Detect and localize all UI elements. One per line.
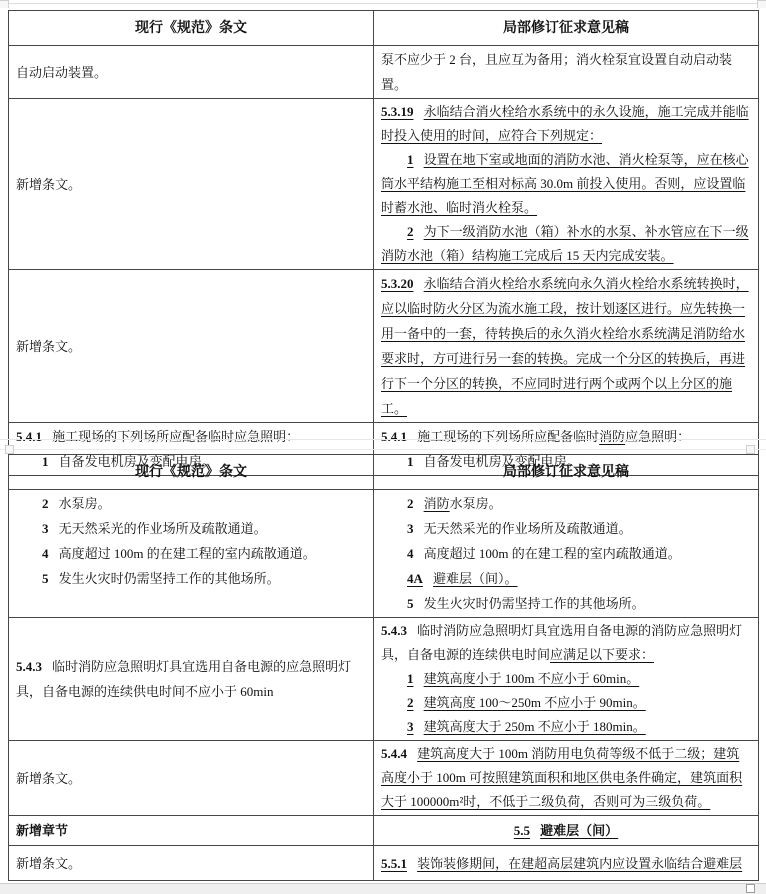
clause-item <box>16 566 366 591</box>
item-text: 高度超过 100m 的在建工程的室内疏散通道。 <box>58 546 316 561</box>
cell-revised-clause <box>374 270 759 423</box>
clause-item <box>381 516 751 541</box>
clause-item <box>381 591 751 616</box>
page-corner-mark-left <box>0 0 9 8</box>
column-header-current: 现行《规范》条文 <box>9 11 374 46</box>
cell-current-clause <box>9 846 374 881</box>
clause-text: 应急照明： <box>625 429 691 444</box>
clause-text: 泵不应少于 2 台，且应互为备用；消火栓泵宜设置自动启动装置。 <box>381 52 733 92</box>
item-number: 2 <box>42 496 49 511</box>
clause-item <box>16 541 366 566</box>
clause-text: 临时消防应急照明灯具宜选用自备电源的消防应急照明灯具，自备电源的连续供电时间 <box>381 623 743 662</box>
cell-revised-clause <box>374 741 759 816</box>
cell-current-clause <box>9 270 374 423</box>
chapter-heading-5-5 <box>381 818 751 843</box>
column-header-revision: 局部修订征求意见稿 <box>374 11 759 46</box>
clause-item <box>381 715 751 739</box>
table-row <box>9 741 759 816</box>
item-number: 2 <box>407 224 414 239</box>
chapter-title: 避难层（间） <box>540 823 619 838</box>
item-number: 4 <box>407 546 414 561</box>
item-number: 4 <box>42 546 49 561</box>
item-number: 1 <box>407 152 414 167</box>
item-text: 避难层（间）。 <box>433 571 518 586</box>
clause-item <box>16 516 366 541</box>
inserted-text: 应满足以下要求： <box>550 647 655 662</box>
item-text: 无天然采光的作业场所及疏散通道。 <box>58 521 267 536</box>
inserted-text: 消防 <box>423 496 450 511</box>
item-text: 设置在地下室或地面的消防水池、消火栓泵等，应在核心筒水平结构施工至相对标高 30.0m 前投入使用。否则，应设置临时蓄水池、临时消火栓泵。 <box>381 152 749 215</box>
clause-text: 永临结合消火栓给水系统向永久消火栓给水系统转换时，应以临时防火分区为流水施工段，按计划逐区进行。应先转换一用一备中的一套，待转换后的永久消火栓给水系统满足消防给水要求时，方可进行另一套的转换。完成一个分区的转换后，再进行下一个分区的转换，不应同时进行两个或两个以上分区的施工。 <box>381 276 749 416</box>
new-clause-label: 新增条文。 <box>16 176 82 192</box>
item-text: 无天然采光的作业场所及疏散通道。 <box>423 521 632 536</box>
clause-text: 永临结合消火栓给水系统中的永久设施，施工完成并能临时投入使用的时间，应符合下列规定： <box>381 104 749 143</box>
cell-revised-clause <box>374 618 759 741</box>
page-boundary-line-top <box>0 3 766 4</box>
table-row <box>9 490 759 618</box>
item-text: 自备发电机房及变配电房。 <box>423 454 580 469</box>
clause-number: 5.3.19 <box>381 104 414 119</box>
clause-text: 施工现场的下列场所应配备临时应急照明： <box>52 429 300 444</box>
clause-number: 5.4.3 <box>16 659 42 674</box>
item-text: 水泵房。 <box>58 496 111 511</box>
cell-current-clause <box>9 816 374 846</box>
item-number: 1 <box>42 454 49 469</box>
cell-current-clause <box>9 490 374 618</box>
item-number: 3 <box>407 521 414 536</box>
clause-number: 5.4.1 <box>381 429 407 444</box>
page-bottom-strip <box>0 883 766 894</box>
new-chapter-label: 新增章节 <box>16 823 69 838</box>
clause-item <box>381 220 751 268</box>
item-text: 建筑高度大于 250m 不应小于 180min。 <box>423 719 646 734</box>
inserted-text: 消防 <box>599 429 626 444</box>
item-number: 5 <box>42 571 49 586</box>
cell-current-clause <box>9 741 374 816</box>
cell-current-clause <box>9 46 374 99</box>
clause-text: 装饰装修期间，在建超高层建筑内应设置永临结合避难层 <box>417 855 743 871</box>
clause-text: 建筑高度大于 100m 消防用电负荷等级不低于二级；建筑高度小于 100m 可按照建筑面积和地区供电条件确定，建筑面积大于 100000m²时，不低于二级负荷，否则可为三级负荷。 <box>381 746 743 809</box>
clause-text: 自动启动装置。 <box>16 64 108 80</box>
comparison-table-2 <box>8 454 759 881</box>
cell-revised-clause <box>374 46 759 99</box>
clause-text: 施工现场的下列场所应配备临时 <box>417 429 600 444</box>
clause-item <box>381 667 751 691</box>
cell-revised-clause <box>374 490 759 618</box>
item-text: 水泵房。 <box>449 496 502 511</box>
clause-5-3-19 <box>381 100 751 148</box>
clause-5-5-1 <box>381 851 751 876</box>
clause-item <box>381 691 751 715</box>
item-text: 为下一级消防水池（箱）补水的水泵、补水管应在下一级消防水池（箱）结构施工完成后 15 天内完成安装。 <box>381 224 749 263</box>
table-gap-mark-right <box>746 445 755 454</box>
item-text: 自备发电机房及变配电房。 <box>58 454 215 469</box>
clause-5-4-1 <box>16 424 366 449</box>
table-gap-mark-left <box>5 445 14 454</box>
table-gap-line <box>0 439 766 440</box>
item-number: 1 <box>407 454 414 469</box>
clause-5-4-1 <box>381 424 751 449</box>
new-clause-label: 新增条文。 <box>16 855 82 871</box>
clause-text: 临时消防应急照明灯具宜选用自备电源的应急照明灯具，自备电源的连续供电时间不应小于 60min <box>16 659 352 699</box>
comparison-table-1 <box>8 10 759 476</box>
page-corner-mark-right <box>757 0 766 8</box>
new-clause-label: 新增条文。 <box>16 770 82 786</box>
clause-item <box>381 541 751 566</box>
column-header-current: 现行《规范》条文 <box>9 455 374 490</box>
clause-item-4a <box>381 566 751 591</box>
clause-5-4-3 <box>16 654 366 704</box>
item-number: 3 <box>407 719 414 734</box>
item-number: 2 <box>407 496 414 511</box>
cell-current-clause <box>9 99 374 270</box>
resize-handle[interactable] <box>746 884 755 893</box>
table-row <box>9 816 759 846</box>
clause-item <box>381 491 751 516</box>
table-row <box>9 99 759 270</box>
clause-number: 5.4.4 <box>381 746 407 761</box>
item-text: 建筑高度小于 100m 不应小于 60min。 <box>423 671 640 686</box>
chapter-number: 5.5 <box>513 823 531 838</box>
header-row <box>9 455 759 490</box>
item-number: 1 <box>407 671 414 686</box>
clause-number: 5.3.20 <box>381 276 414 291</box>
item-number: 2 <box>407 695 414 710</box>
table-row <box>9 846 759 881</box>
clause-item <box>16 491 366 516</box>
header-row <box>9 11 759 46</box>
new-clause-label: 新增条文。 <box>16 338 82 354</box>
table-row <box>9 46 759 99</box>
table-gap-line <box>0 449 766 450</box>
item-text: 高度超过 100m 的在建工程的室内疏散通道。 <box>423 546 681 561</box>
item-number: 5 <box>407 596 414 611</box>
clause-5-4-4 <box>381 742 751 814</box>
cell-revised-clause <box>374 846 759 881</box>
clause-number: 5.5.1 <box>381 855 407 871</box>
item-number: 3 <box>42 521 49 536</box>
table-row <box>9 270 759 423</box>
clause-5-3-20 <box>381 271 751 421</box>
item-text: 发生火灾时仍需坚持工作的其他场所。 <box>58 571 280 586</box>
item-text: 建筑高度 100～250m 不应小于 90min。 <box>423 695 646 710</box>
cell-revised-clause <box>374 99 759 270</box>
column-header-revision: 局部修订征求意见稿 <box>374 455 759 490</box>
clause-5-4-3 <box>381 619 751 667</box>
item-text: 发生火灾时仍需坚持工作的其他场所。 <box>423 596 645 611</box>
cell-revised-clause <box>374 816 759 846</box>
clause-item <box>381 148 751 220</box>
item-number: 4A <box>407 571 423 586</box>
clause-number: 5.4.3 <box>381 623 407 638</box>
cell-current-clause <box>9 618 374 741</box>
clause-number: 5.4.1 <box>16 429 42 444</box>
table-row <box>9 618 759 741</box>
